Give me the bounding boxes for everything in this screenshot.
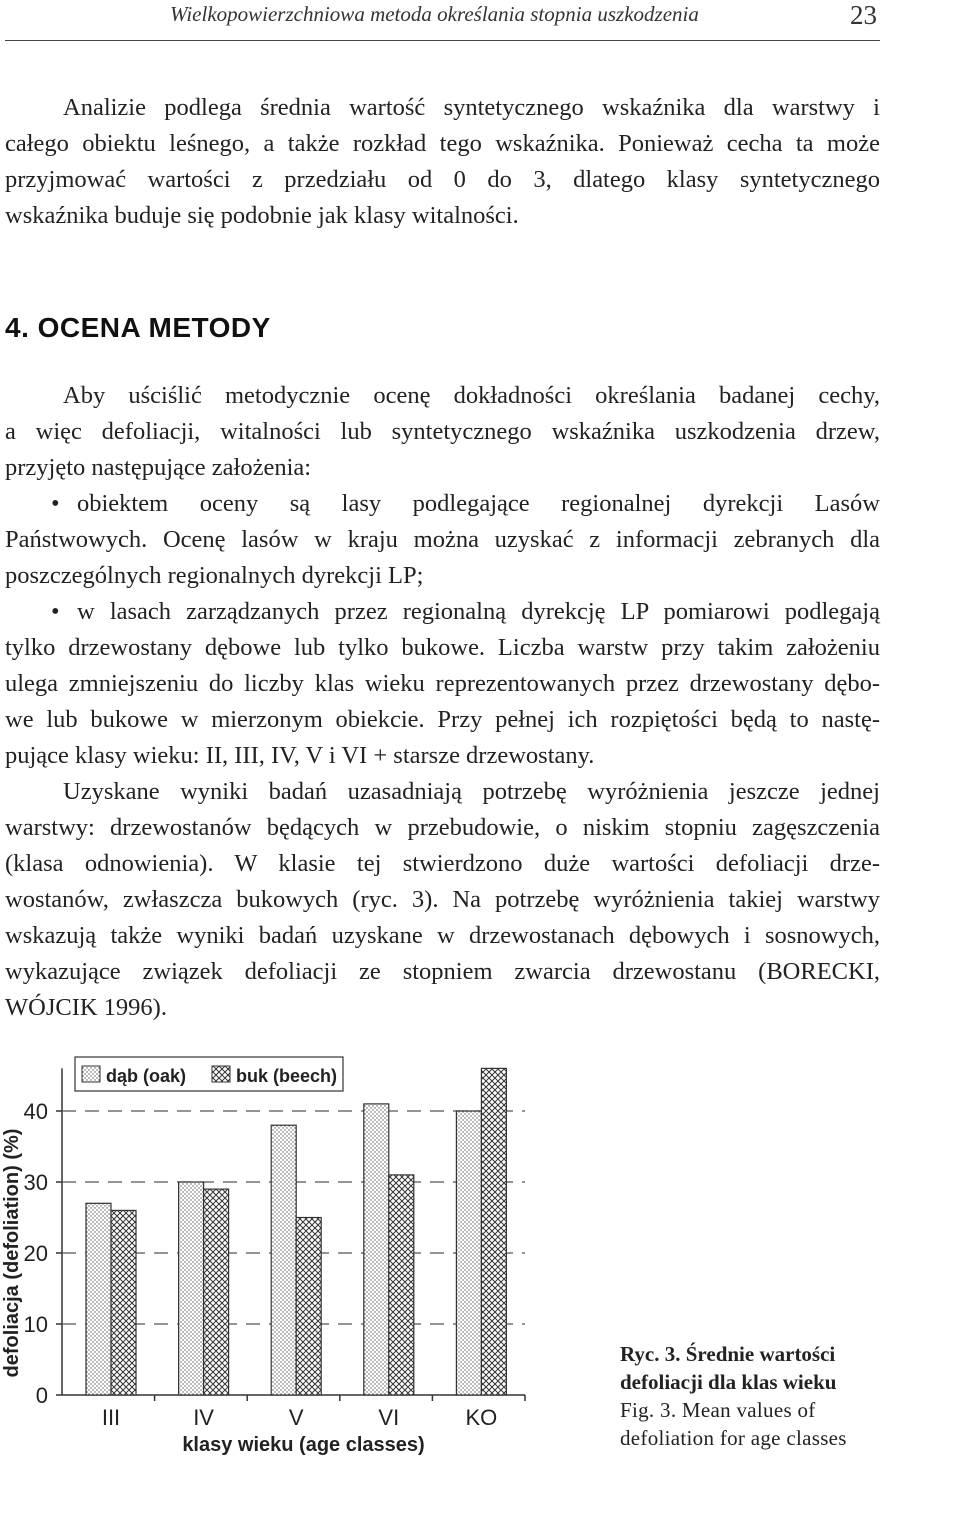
bullet-icon: • <box>51 490 60 517</box>
defoliation-bar-chart <box>0 1045 600 1465</box>
header-divider <box>5 40 880 41</box>
page-number: 23 <box>850 0 877 30</box>
legend-label-oak: dąb (oak) <box>106 1066 187 1086</box>
figure-caption <box>620 1340 880 1452</box>
text-line: WÓJCIK 1996). <box>5 994 167 1021</box>
text-line: wskazują także wyniki badań uzyskane w drzewostanach dębowych i sosnowych, <box>5 922 880 949</box>
y-tick-label: 30 <box>23 1170 48 1195</box>
x-tick-label: IV <box>193 1405 214 1430</box>
caption-english-line: defoliation for age classes <box>620 1426 847 1450</box>
text-line: ulega zmniejszeniu do liczby klas wieku reprezentowanych przez drzewostany dębo- <box>5 670 880 697</box>
intro-paragraph <box>5 90 880 234</box>
x-tick-label: V <box>288 1405 304 1430</box>
text-line: warstwy: drzewostanów będących w przebudowie, o niskim stopniu zagęszczenia <box>5 814 880 841</box>
text-line: Uzyskane wyniki badań uzasadniają potrzebę wyróżnienia jeszcze jednej <box>63 778 880 805</box>
bar-oak <box>456 1111 481 1395</box>
text-line: tylko drzewostany dębowe lub tylko bukowe. Liczba warstw przy takim założeniu <box>5 634 880 661</box>
y-tick-label: 0 <box>35 1383 48 1408</box>
y-axis-label: defoliacja (defoliation) (%) <box>1 1128 23 1378</box>
text-line: wykazujące związek defoliacji ze stopniem zwarcia drzewostanu (BORECKI, <box>5 958 880 985</box>
bar-beech <box>481 1068 506 1395</box>
x-tick-label: KO <box>465 1405 498 1430</box>
y-tick-label: 10 <box>23 1312 48 1337</box>
bullet-item <box>5 486 880 522</box>
text-line: we lub bukowe w mierzonym obiekcie. Przy pełnej ich rozpiętości będą to nastę- <box>5 706 880 733</box>
text-line: obiektem oceny są lasy podlegające regionalnej dyrekcji Lasów <box>77 490 880 517</box>
text-line: wostanów, zwłaszcza bukowych (ryc. 3). Na potrzebę wyróżnienia takiej warstwy <box>5 886 880 913</box>
bar-beech <box>296 1218 321 1396</box>
bar-oak <box>179 1182 204 1395</box>
x-axis-label: klasy wieku (age classes) <box>182 1434 425 1456</box>
text-line: Aby uściślić metodycznie ocenę dokładności określania badanej cechy, <box>63 382 880 409</box>
caption-polish-line: defoliacji dla klas wieku <box>620 1370 837 1394</box>
text-line: Państwowych. Ocenę lasów w kraju można uzyskać z informacji zebranych dla <box>5 526 880 553</box>
text-line: Analizie podlega średnia wartość syntetycznego wskaźnika dla warstwy i <box>63 94 880 121</box>
text-line: całego obiektu leśnego, a także rozkład tego wskaźnika. Ponieważ cecha ta może <box>5 130 880 157</box>
text-line: pujące klasy wieku: II, III, IV, V i VI + starsze drzewostany. <box>5 742 595 769</box>
section-body <box>5 378 880 1026</box>
y-tick-label: 20 <box>23 1241 48 1266</box>
legend-label-beech: buk (beech) <box>236 1066 338 1086</box>
section-heading: 4. OCENA METODY <box>5 312 271 343</box>
text-line: (klasa odnowienia). W klasie tej stwierdzono duże wartości defoliacji drze- <box>5 850 880 877</box>
bar-beech <box>389 1175 414 1395</box>
bar-oak <box>86 1203 111 1395</box>
text-line: poszczególnych regionalnych dyrekcji LP; <box>5 562 424 589</box>
x-tick-label: VI <box>378 1405 400 1430</box>
caption-polish-line: Ryc. 3. Średnie wartości <box>620 1342 836 1366</box>
text-line: w lasach zarządzanych przez regionalną dyrekcję LP pomiarowi podlegają <box>77 598 880 625</box>
bar-beech <box>111 1210 136 1395</box>
legend-swatch-beech <box>212 1066 230 1082</box>
text-line: wskaźnika buduje się podobnie jak klasy witalności. <box>5 202 519 229</box>
bullet-item <box>5 594 880 630</box>
bullet-icon: • <box>51 598 60 625</box>
bar-oak <box>364 1104 389 1395</box>
legend-swatch-oak <box>82 1066 100 1082</box>
running-header-title: Wielkopowierzchniowa metoda określania stopnia uszkodzenia <box>170 2 699 26</box>
text-line: przyjęto następujące założenia: <box>5 454 312 481</box>
y-tick-label: 40 <box>23 1099 48 1124</box>
text-line: a więc defoliacji, witalności lub syntetycznego wskaźnika uszkodzenia drzew, <box>5 418 880 445</box>
caption-english-line: Fig. 3. Mean values of <box>620 1398 816 1422</box>
x-tick-label: III <box>101 1405 121 1430</box>
bar-beech <box>204 1189 229 1395</box>
text-line: przyjmować wartości z przedziału od 0 do 3, dlatego klasy syntetycznego <box>5 166 880 193</box>
bar-oak <box>271 1125 296 1395</box>
